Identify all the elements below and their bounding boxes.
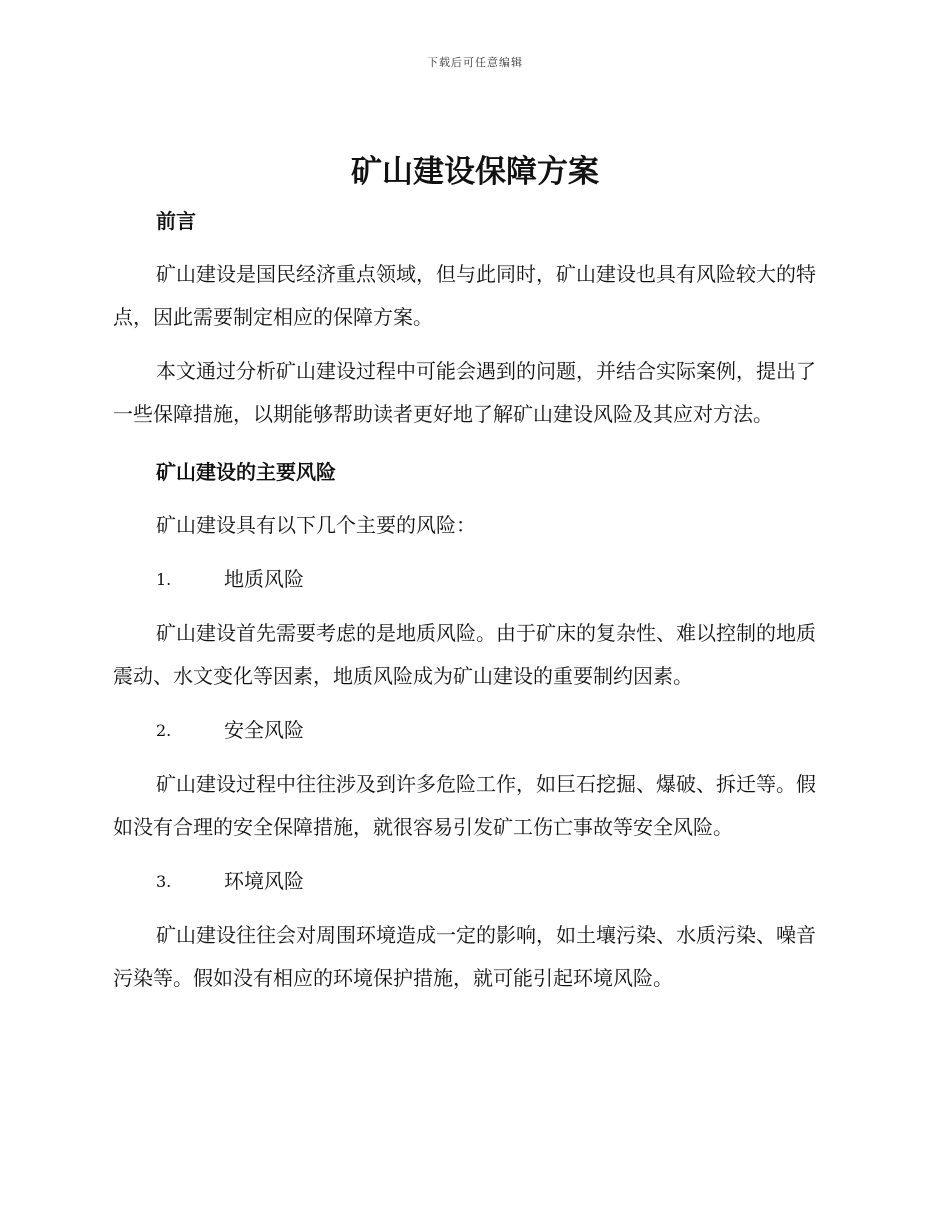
list-number: 2. [156, 721, 172, 740]
preface-heading: 前言 [156, 209, 196, 233]
list-label: 地质风险 [224, 567, 304, 591]
list-number: 1. [156, 570, 172, 589]
list-item-safety [113, 709, 833, 752]
geology-paragraph: 矿山建设首先需要考虑的是地质风险。由于矿床的复杂性、难以控制的地质震动、水文变化等因素，地质风险成为矿山建设的重要制约因素。 [113, 621, 816, 688]
list-label: 安全风险 [224, 718, 304, 742]
list-item-geology [113, 558, 833, 601]
preface-paragraph-2: 本文通过分析矿山建设过程中可能会遇到的问题，并结合实际案例，提出了一些保障措施，以期能够帮助读者更好地了解矿山建设风险及其应对方法。 [113, 359, 816, 426]
document-body [113, 200, 833, 1000]
list-number: 3. [156, 872, 172, 891]
header-note: 下载后可任意编辑 [427, 56, 523, 69]
list-item-environment [113, 860, 833, 903]
preface-paragraph-1: 矿山建设是国民经济重点领域，但与此同时，矿山建设也具有风险较大的特点，因此需要制定相应的保障方案。 [113, 262, 816, 329]
page-title: 矿山建设保障方案 [351, 154, 599, 190]
list-label: 环境风险 [224, 869, 304, 893]
risks-intro: 矿山建设具有以下几个主要的风险： [156, 513, 476, 537]
safety-paragraph: 矿山建设过程中往往涉及到许多危险工作，如巨石挖掘、爆破、拆迁等。假如没有合理的安全保障措施，就很容易引发矿工伤亡事故等安全风险。 [113, 772, 816, 839]
risks-heading: 矿山建设的主要风险 [156, 460, 336, 484]
environment-paragraph: 矿山建设往往会对周围环境造成一定的影响，如土壤污染、水质污染、噪音污染等。假如没有相应的环境保护措施，就可能引起环境风险。 [113, 923, 816, 990]
